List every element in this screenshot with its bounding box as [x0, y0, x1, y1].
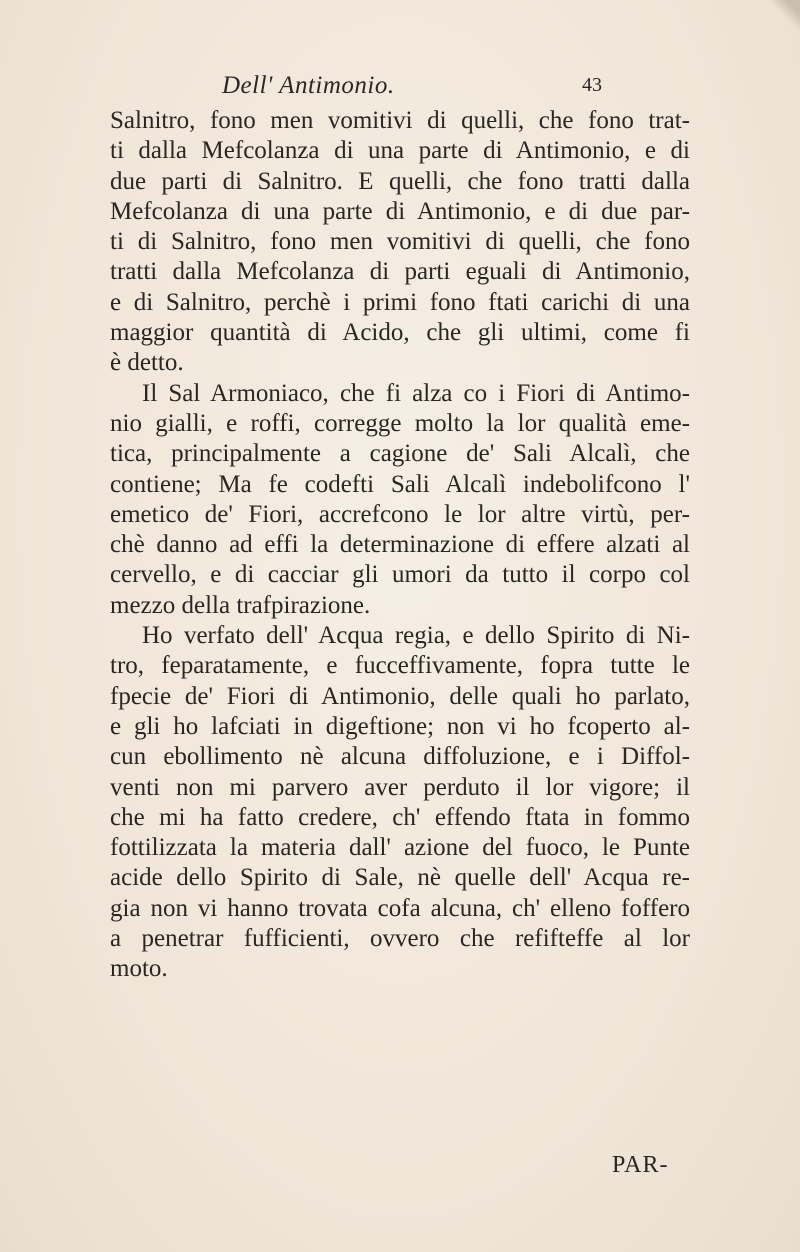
page-number: 43 — [582, 74, 602, 96]
catchword: PAR- — [612, 1152, 669, 1178]
text-line: gia non vi hanno trovata cofa alcuna, ch' elleno foffero — [110, 894, 690, 922]
text-line: moto. — [110, 955, 168, 983]
paragraph-start-line: Ho verfato dell' Acqua regia, e dello Spirito di Ni- — [142, 622, 690, 650]
text-line: cun ebollimento nè alcuna diffoluzione, e i Diffol- — [110, 743, 690, 771]
text-line: contiene; Ma fe codefti Sali Alcalì indebolifcono l' — [110, 470, 690, 498]
text-line: che mi ha fatto credere, ch' effendo ftata in fommo — [110, 803, 690, 831]
text-line: mezzo della trafpirazione. — [110, 591, 371, 619]
text-line: e gli ho lafciati in digeftione; non vi ho fcoperto al- — [110, 712, 690, 740]
text-line: tratti dalla Mefcolanza di parti eguali di Antimonio, — [110, 258, 690, 286]
text-line: nio gialli, e roffi, corregge molto la lor qualità eme- — [110, 409, 690, 437]
page-corner-shadow — [760, 0, 800, 40]
text-line: fottilizzata la materia dall' azione del fuoco, le Punte — [110, 834, 690, 862]
text-line: maggior quantità di Acido, che gli ultimi, come fi — [110, 319, 690, 347]
text-line: ti dalla Mefcolanza di una parte di Antimonio, e di — [110, 137, 690, 165]
text-line: Mefcolanza di una parte di Antimonio, e di due par- — [110, 197, 690, 225]
text-line: due parti di Salnitro. E quelli, che fono tratti dalla — [110, 167, 690, 195]
text-line: e di Salnitro, perchè i primi fono ftati carichi di una — [110, 288, 690, 316]
text-line: tro, feparatamente, e fucceffivamente, fopra tutte le — [110, 652, 690, 680]
text-line: cervello, e di cacciar gli umori da tutto il corpo col — [110, 561, 690, 589]
text-line: ti di Salnitro, fono men vomitivi di quelli, che fono — [110, 228, 690, 256]
text-line: venti non mi parvero aver perduto il lor vigore; il — [110, 773, 690, 801]
text-line: Salnitro, fono men vomitivi di quelli, che fono trat- — [110, 107, 690, 134]
text-line: emetico de' Fiori, accrefcono le lor altre virtù, per- — [110, 500, 690, 528]
text-line: fpecie de' Fiori di Antimonio, delle quali ho parlato, — [110, 682, 690, 710]
text-line: a penetrar fufficienti, ovvero che refifteffe al lor — [110, 925, 690, 953]
running-head: Dell' Antimonio. — [222, 72, 395, 99]
paragraph-start-line: Il Sal Armoniaco, che fi alza co i Fiori di Antimo- — [142, 379, 690, 407]
page-header — [222, 72, 602, 102]
body-text — [110, 106, 690, 985]
text-line: tica, principalmente a cagione de' Sali Alcalì, che — [110, 440, 690, 468]
text-line: chè danno ad effi la determinazione di effere alzati al — [110, 531, 690, 559]
text-line: è detto. — [110, 349, 184, 377]
text-line: acide dello Spirito di Sale, nè quelle dell' Acqua re- — [110, 864, 690, 892]
